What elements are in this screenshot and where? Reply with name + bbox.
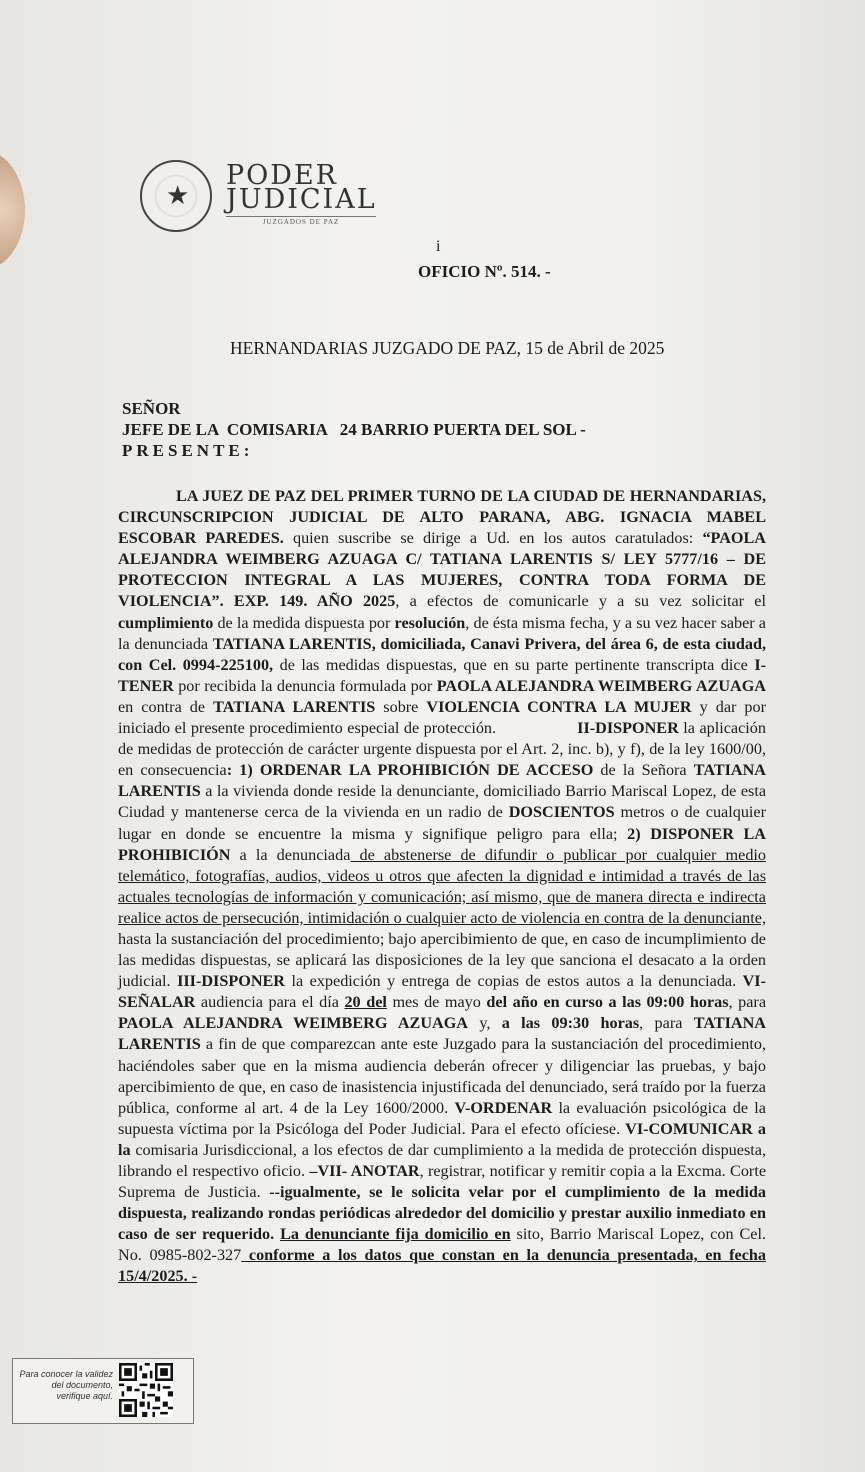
oficio-number: OFICIO Nº. 514. -: [418, 262, 551, 281]
finger-edge: [0, 150, 25, 270]
addressee-salutation: SEÑOR: [122, 399, 181, 418]
place-and-date: HERNANDARIAS JUZGADO DE PAZ, 15 de Abril de 2025: [230, 338, 665, 358]
verification-text: Para conocer la validez del documento, verifique aquí.: [19, 1369, 113, 1401]
qr-code-icon[interactable]: [119, 1363, 173, 1417]
body-paragraph: LA JUEZ DE PAZ DEL PRIMER TURNO DE LA CIUDAD DE HERNANDARIAS, CIRCUNSCRIPCION JUDICIAL DE ALTO PARANA, ABG. IGNACIA MABEL ESCOBAR PAREDES. quien suscribe se dirige a Ud. en los autos caratulados: “PAOLA ALEJANDRA WEIMBERG AZUAGA C/ TATIANA LARENTIS S/ LEY 5777/16 – DE PROTECCION INTEGRAL A LAS MUJERES, CONTRA TODA FORMA DE VIOLENCIA”. EXP. 149. AÑO 2025, a efectos de comunicarle y a su vez solicitar el cumplimiento de la medida dispuesta por resolución, de ésta misma fecha, y a su vez hacer saber a la denunciada TATIANA LARENTIS, domiciliada, Canavi Privera, del área 6, de esta ciudad, con Cel. 0994-225100, de las medidas dispuestas, que en su parte pertinente transcripta dice I-TENER por recibida la denuncia formulada por PAOLA ALEJANDRA WEIMBERG AZUAGA en contra de TATIANA LARENTIS sobre VIOLENCIA CONTRA LA MUJER y dar por iniciado el presente procedimiento especial de protección. II-DISPONER la aplicación de medidas de protección de carácter urgente dispuesta por el Art. 2, inc. b), y f), de la ley 1600/00, en consecuencia: 1) ORDENAR LA PROHIBICIÓN DE ACCESO de la Señora TATIANA LARENTIS a la vivienda donde reside la denunciante, domiciliado Barrio Mariscal Lopez, de esta Ciudad y mantenerse cerca de la vivienda en un radio de DOSCIENTOS metros o de cualquier lugar en donde se encuentre la misma y signifique peligro para ella; 2) DISPONER LA PROHIBICIÓN a la denunciada de abstenerse de difundir o publicar por cualquier medio telemático, fotografías, audios, videos u otros que afecten la dignidad e intimidad a través de las actuales tecnologías de información y comunicación; así mismo, que de manera directa e indirecta realice actos de persecución, intimidación o cualquier acto de violencia en contra de la denunciante, hasta la sustanciación del procedimiento; bajo apercibimiento de que, en caso de incumplimiento de las medidas dispuestas, se aplicará las disposiciones de la ley que sanciona el desacato a la orden judicial. III-DISPONER la expedición y entrega de copias de estos autos a la denunciada. VI-SEÑALAR audiencia para el día 20 del mes de mayo del año en curso a las 09:00 horas, para PAOLA ALEJANDRA WEIMBERG AZUAGA y, a las 09:30 horas, para TATIANA LARENTIS a fin de que comparezcan ante este Juzgado para la sustanciación del procedimiento, haciéndoles saber que en la misma audiencia deberán ofrecer y diligenciar las pruebas, y bajo apercibimiento de que, en caso de inasistencia injustificada del denunciado, será traído por la fuerza pública, conforme al art. 4 de la Ley 1600/2000. V-ORDENAR la evaluación psicológica de la supuesta víctima por la Psicóloga del Poder Judicial. Para el efecto ofíciese. VI-COMUNICAR a la comisaria Jurisdiccional, a los efectos de dar cumplimiento a la medida de protección dispuesta, librando el respectivo oficio. –VII- ANOTAR, registrar, notificar y remitir copia a la Excma. Corte Suprema de Justicia. --igualmente, se le solicita velar por el cumplimiento de la medida dispuesta, realizando rondas periódicas alrededor del domicilio y prestar auxilio inmediato en caso de ser requerido. La denunciante fija domicilio en sito, Barrio Mariscal Lopez, con Cel. No. 0985-802-327 conforme a los datos que constan en la denuncia presentada, en fecha 15/4/2025. -: [118, 487, 771, 1286]
addressee-block: [122, 398, 586, 461]
logo-text-poder: PODER: [226, 160, 338, 191]
addressee-presente: PRESENTE:: [122, 441, 254, 460]
logo-text-judicial: JUDICIAL: [226, 184, 377, 215]
pen-mark: i: [436, 238, 441, 255]
national-seal-icon: ★: [140, 160, 212, 232]
addressee-recipient: JEFE DE LA COMISARIA 24 BARRIO PUERTA DEL SOL -: [122, 420, 586, 439]
poder-judicial-logo: [140, 160, 380, 232]
logo-subtitle: JUZGADOS DE PAZ: [226, 216, 376, 226]
letter-body: [118, 486, 771, 1288]
verification-box: [12, 1358, 194, 1424]
